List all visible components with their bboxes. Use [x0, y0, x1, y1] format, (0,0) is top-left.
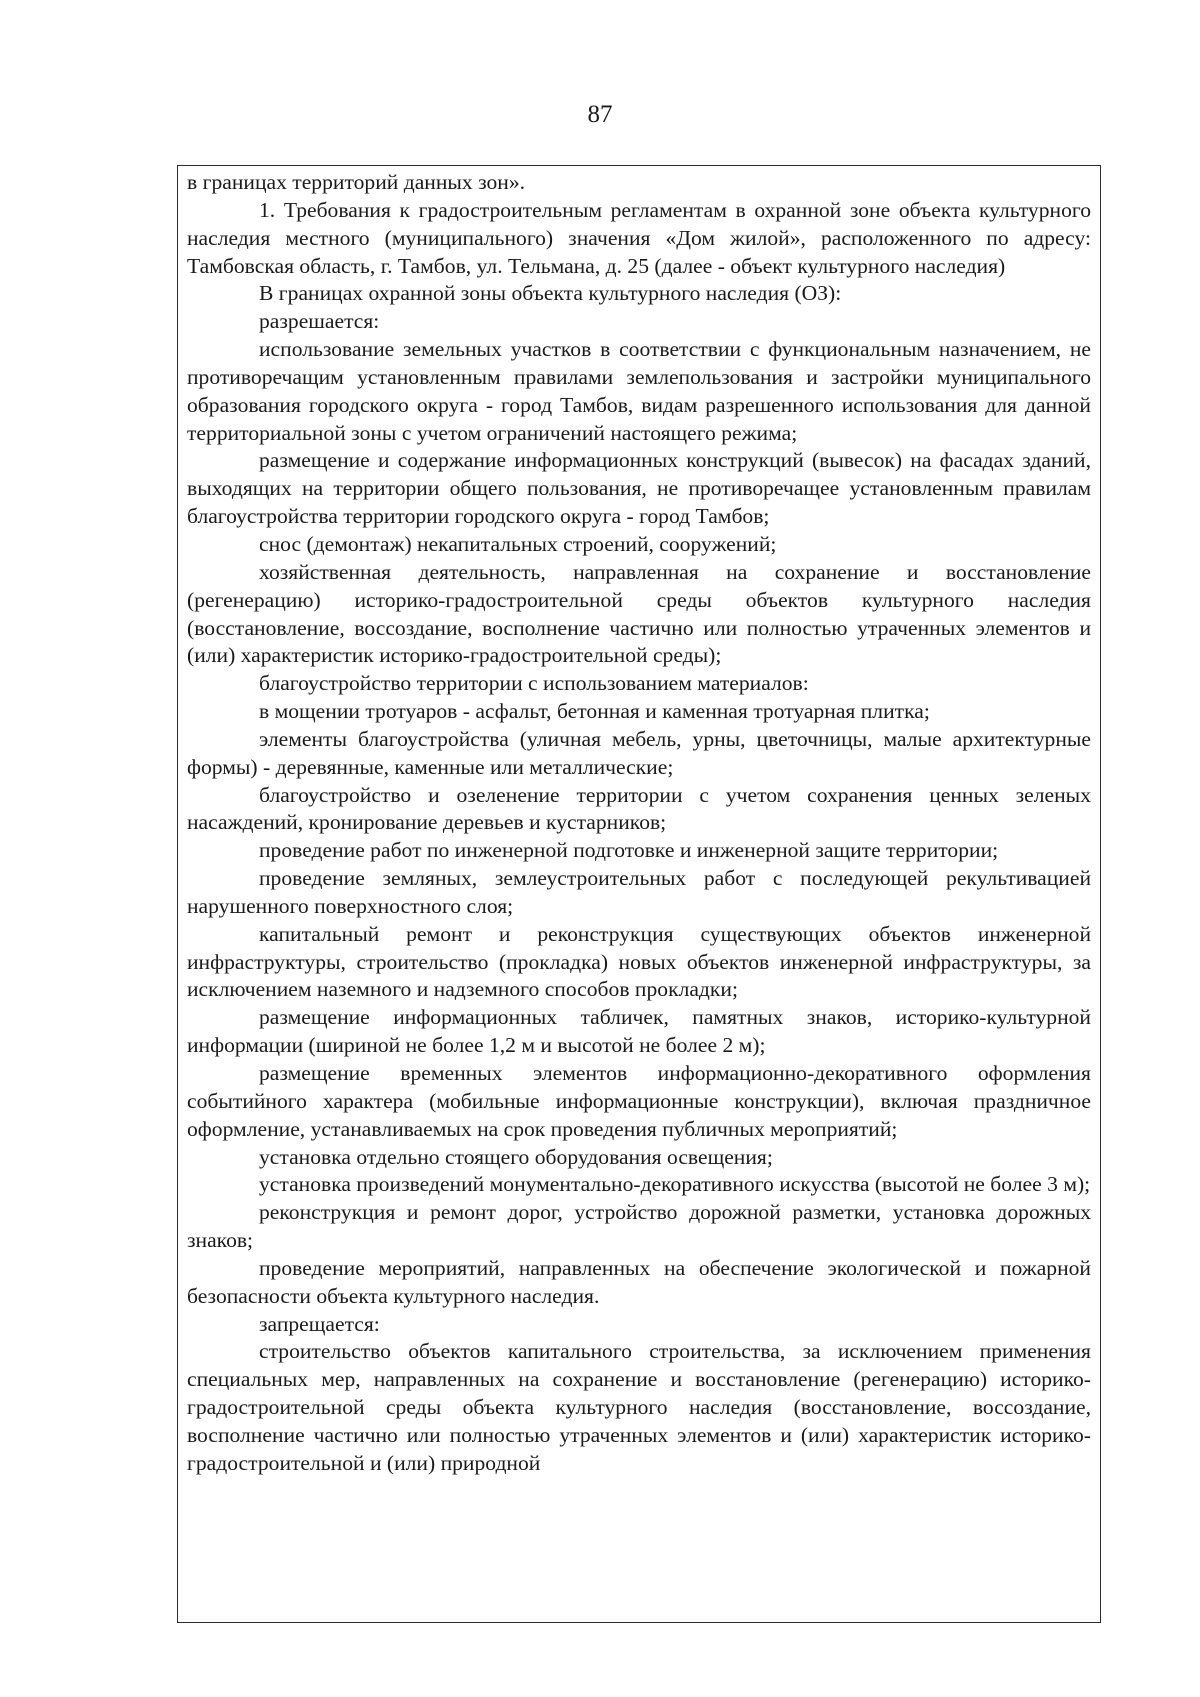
paragraph: установка отдельно стоящего оборудования освещения; [259, 1144, 773, 1169]
paragraph: размещение и содержание информационных конструкций (вывесок) на фасадах зданий, выходящих на территории общего пользования, не противоречащее установленным правилам благоустройства территории городского округа - город Тамбов; [187, 448, 1091, 529]
paragraph: снос (демонтаж) некапитальных строений, сооружений; [259, 531, 777, 556]
paragraph: проведение земляных, землеустроительных работ с последующей рекультивацией нарушенного поверхностного слоя; [187, 866, 1091, 918]
paragraph: реконструкция и ремонт дорог, устройство дорожной разметки, установка дорожных знаков; [187, 1200, 1091, 1253]
paragraph: В границах охранной зоны объекта культурного наследия (ОЗ): [259, 281, 842, 306]
paragraph: проведение мероприятий, направленных на обеспечение экологической и пожарной безопасности объекта культурного наследия. [187, 1255, 1091, 1308]
page-number: 87 [587, 101, 613, 128]
paragraph: хозяйственная деятельность, направленная на сохранение и восстановление (регенерацию) историко-градостроительной среды объектов культурного наследия (восстановление, воссоздание, восполнение частично или полностью утраченных элементов и (или) характеристик историко-градостроительной среды); [187, 559, 1091, 668]
paragraph: капитальный ремонт и реконструкция существующих объектов инженерной инфраструктуры, строительство (прокладка) новых объектов инженерной инфраструктуры, за исключением наземного и надземного способов прокладки; [187, 921, 1091, 1002]
paragraph: в мощении тротуаров - асфальт, бетонная и каменная тротуарная плитка; [259, 699, 930, 724]
paragraph: в границах территорий данных зон». [187, 170, 526, 194]
paragraph: разрешается: [259, 309, 380, 334]
paragraph: размещение временных элементов информационно-декоративного оформления событийного характера (мобильные информационные конструкции), включая праздничное оформление, устанавливаемых на срок проведения публичных мероприятий; [187, 1061, 1091, 1141]
document-body [187, 169, 1091, 1478]
paragraph: проведение работ по инженерной подготовке и инженерной защите территории; [259, 838, 999, 863]
text-frame [177, 165, 1101, 1623]
paragraph: установка произведений монументально-декоративного искусства (высотой не более 3 м); [259, 1172, 1091, 1197]
paragraph: использование земельных участков в соответствии с функциональным назначением, не противоречащим установленным правилами землепользования и застройки муниципального образования городского округа - город Тамбов, видам разрешенного использования для данной территориальной зоны с учетом ограничений настоящего режима; [187, 337, 1091, 445]
paragraph: запрещается: [259, 1311, 380, 1336]
paragraph: элементы благоустройства (уличная мебель, урны, цветочницы, малые архитектурные формы) - деревянные, каменные или металлические; [187, 726, 1091, 779]
paragraph: 1. Требования к градостроительным регламентам в охранной зоне объекта культурного наследия местного (муниципального) значения «Дом жилой», расположенного по адресу: Тамбовская область, г. Тамбов, ул. Тельмана, д. 25 (далее - объект культурного наследия) [187, 197, 1091, 278]
paragraph: благоустройство территории с использованием материалов: [259, 671, 809, 696]
paragraph: размещение информационных табличек, памятных знаков, историко-культурной информации (шириной не более 1,2 м и высотой не более 2 м); [187, 1005, 1091, 1058]
paragraph: строительство объектов капитального строительства, за исключением применения специальных мер, направленных на сохранение и восстановление (регенерацию) историко-градостроительной среды объекта культурного наследия (восстановление, воссоздание, восполнение частично или полностью утраченных элементов и (или) характеристик историко-градостроительной и (или) природной [187, 1339, 1091, 1475]
paragraph: благоустройство и озеленение территории с учетом сохранения ценных зеленых насаждений, кронирование деревьев и кустарников; [187, 782, 1091, 835]
